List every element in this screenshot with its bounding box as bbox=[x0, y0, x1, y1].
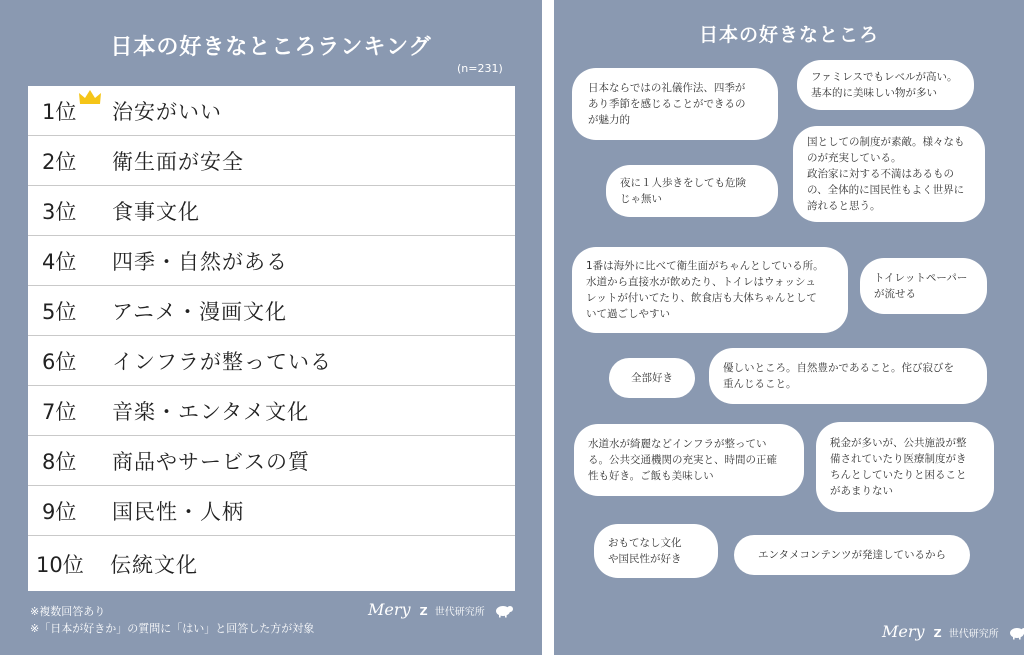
rank-number: 8位 bbox=[42, 450, 77, 474]
rank-number: 9位 bbox=[42, 500, 77, 524]
rank-number: 2位 bbox=[42, 150, 77, 174]
rank-item: 商品やサービスの質 bbox=[112, 450, 310, 474]
comment-bubble bbox=[574, 424, 804, 496]
brand-lab-name: 世代研究所 bbox=[434, 607, 485, 618]
brand-lab-name: 世代研究所 bbox=[948, 629, 999, 640]
brand-logo bbox=[882, 622, 1024, 641]
rank-number: 5位 bbox=[42, 300, 77, 324]
rank-number: 1位 bbox=[42, 100, 77, 124]
brand-z: Z bbox=[419, 605, 428, 618]
note-multiple-answers: ※複数回答あり bbox=[30, 605, 106, 618]
comment-bubble bbox=[606, 165, 778, 217]
rank-number: 7位 bbox=[42, 400, 77, 424]
crown-icon bbox=[78, 88, 102, 106]
ranking-row bbox=[28, 436, 515, 486]
rank-item: 音楽・エンタメ文化 bbox=[112, 400, 310, 424]
comments-panel bbox=[554, 0, 1024, 655]
rank-number: 4位 bbox=[42, 250, 77, 274]
comment-bubble bbox=[594, 524, 718, 578]
rank-item: 食事文化 bbox=[112, 200, 200, 224]
rank-item: 衛生面が安全 bbox=[112, 150, 244, 174]
comment-bubble bbox=[572, 247, 848, 333]
comment-text: おもてなし文化 や国民性が好き bbox=[608, 537, 682, 565]
ranking-row bbox=[28, 536, 515, 591]
comment-text: 税金が多いが、公共施設が整 備されていたり医療制度がき ちんとしていたりと困ること があまりない bbox=[830, 437, 967, 497]
comment-text: トイレットペーパー が流せる bbox=[874, 272, 968, 300]
comment-text: 優しいところ。自然豊かであること。侘び寂びを 重んじること。 bbox=[723, 362, 954, 390]
rank-number: 3位 bbox=[42, 200, 77, 224]
comment-text: 水道水が綺麗などインフラが整ってい る。公共交通機関の充実と、時間の正確 性も好き。ご飯も美味しい bbox=[588, 438, 777, 482]
comment-text: 1番は海外に比べて衛生面がちゃんとしている所。 水道から直接水が飲めたり、トイレはウォッシュ レットが付いてたり、飲食店も大体ちゃんとして いて過ごしやすい bbox=[586, 260, 824, 320]
comments-title: 日本の好きなところ bbox=[698, 24, 879, 46]
sample-size-label: (n=231) bbox=[457, 62, 503, 75]
rank-item: 四季・自然がある bbox=[112, 250, 288, 274]
note-target-respondents: ※「日本が好きか」の質問に「はい」と回答した方が対象 bbox=[30, 622, 315, 635]
comment-bubble bbox=[709, 348, 987, 404]
ranking-row bbox=[28, 236, 515, 286]
comment-bubble bbox=[797, 60, 974, 110]
rank-item: 治安がいい bbox=[112, 100, 222, 124]
ranking-row bbox=[28, 186, 515, 236]
brand-logo bbox=[368, 600, 514, 619]
comment-text: 国としての制度が素敵。様々なも のが充実している。 政治家に対する不満はあるもの の、全体的に国民性もよく世界に 誇れると思う。 bbox=[807, 136, 965, 212]
brand-z: Z bbox=[933, 627, 942, 640]
comment-text: 全部好き bbox=[631, 372, 673, 384]
ranking-row bbox=[28, 386, 515, 436]
ranking-row bbox=[28, 136, 515, 186]
comment-text: エンタメコンテンツが発達しているから bbox=[757, 549, 947, 561]
ranking-row bbox=[28, 486, 515, 536]
comment-bubble bbox=[734, 535, 970, 575]
ranking-row bbox=[28, 286, 515, 336]
comment-text: 夜に１人歩きをしても危険 じゃ無い bbox=[620, 177, 746, 205]
comment-bubble bbox=[572, 68, 778, 140]
ranking-row bbox=[28, 336, 515, 386]
comment-text: ファミレスでもレベルが高い。 基本的に美味しい物が多い bbox=[811, 71, 958, 99]
comment-bubble bbox=[860, 258, 987, 314]
ranking-row bbox=[28, 86, 515, 136]
rank-item: 伝統文化 bbox=[110, 553, 198, 577]
rank-number: 10位 bbox=[36, 553, 84, 577]
comment-bubble bbox=[609, 358, 695, 398]
comment-text: 日本ならではの礼儀作法、四季が あり季節を感じることができるの が魅力的 bbox=[588, 82, 746, 126]
ranking-title: 日本の好きなところランキング bbox=[110, 35, 432, 60]
sheep-icon bbox=[1008, 626, 1024, 640]
ranking-table bbox=[28, 86, 515, 591]
brand-script: Mery bbox=[368, 600, 411, 619]
comment-bubble bbox=[793, 126, 985, 222]
brand-script: Mery bbox=[882, 622, 925, 641]
rank-item: インフラが整っている bbox=[112, 350, 332, 374]
rank-number: 6位 bbox=[42, 350, 77, 374]
rank-item: 国民性・人柄 bbox=[112, 500, 244, 524]
rank-item: アニメ・漫画文化 bbox=[112, 300, 287, 324]
sheep-icon bbox=[494, 604, 514, 618]
comment-bubble bbox=[816, 422, 994, 512]
